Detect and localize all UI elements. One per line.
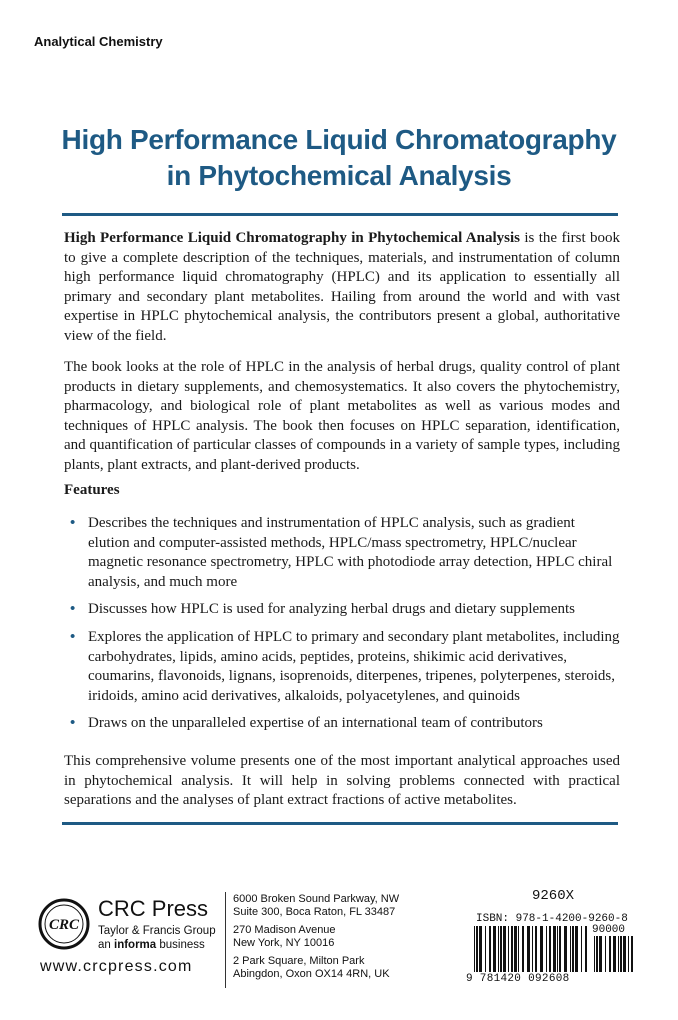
feature-text: Explores the application of HPLC to primary and secondary plant metabolites, including carbohydrates, lipids, amino acids, peptides, proteins, shikimic acid derivatives, coumarins, flavonoids, lignans, isoprenoids, diterpenes, tripenes, polyterpenes, steroids, iridoids, amino acid derivatives, alkaloids, polyacetylenes, and quinoids bbox=[88, 628, 620, 704]
book-title-line-1: High Performance Liquid Chromatography bbox=[61, 124, 617, 155]
bullet-icon: • bbox=[70, 601, 76, 618]
feature-item bbox=[64, 714, 620, 734]
feature-text: Discusses how HPLC is used for analyzing herbal drugs and dietary supplements bbox=[88, 601, 575, 618]
publisher-block bbox=[36, 892, 226, 988]
feature-text: Draws on the unparalleled expertise of an international team of contributors bbox=[88, 715, 543, 732]
barcode-bar bbox=[498, 926, 499, 972]
barcode-bar bbox=[493, 926, 496, 972]
price-code: 90000 bbox=[592, 924, 626, 936]
intro-bold-title: High Performance Liquid Chromatography in Phytochemical Analysis bbox=[64, 230, 520, 246]
informa-business: an informa business bbox=[98, 939, 205, 951]
footer-separator bbox=[225, 892, 226, 988]
barcode-bar bbox=[599, 936, 602, 972]
barcode-bar bbox=[559, 926, 561, 972]
ean-digits: 9 781420 092608 bbox=[466, 973, 570, 985]
barcode-bar bbox=[489, 926, 491, 972]
barcode-bar bbox=[613, 936, 616, 972]
intro-text: is the first book to give a complete description of the techniques, materials, and instrumentation of column high performance liquid chromatography (HPLC) and its application to essentially all primary and secondary plant metabolites. Hailing from around the world and with vast expertise in HPLC phytochemical analysis, the contributors present a global, authoritative view of the field. bbox=[64, 230, 620, 344]
price-barcode bbox=[594, 936, 636, 972]
publisher-name: CRC Press bbox=[98, 896, 209, 921]
barcode-bar bbox=[511, 926, 513, 972]
barcode-bar bbox=[503, 926, 506, 972]
publisher-website-link[interactable]: www.crcpress.com bbox=[40, 958, 193, 975]
intro-paragraph bbox=[64, 229, 620, 347]
barcode-bar bbox=[474, 926, 475, 972]
bullet-icon: • bbox=[70, 715, 76, 732]
crc-logo-icon bbox=[38, 898, 90, 950]
barcode-bar bbox=[628, 936, 629, 972]
barcode-bar bbox=[620, 936, 622, 972]
barcode-bar bbox=[596, 936, 598, 972]
barcode-bar bbox=[527, 926, 530, 972]
book-title-line-2: in Phytochemical Analysis bbox=[166, 160, 512, 191]
feature-item bbox=[64, 514, 620, 592]
barcode-bar bbox=[581, 926, 582, 972]
features-list bbox=[64, 514, 620, 742]
publisher-group-name: Taylor & Francis Group bbox=[98, 925, 216, 937]
barcode-bar bbox=[476, 926, 478, 972]
closing-paragraph: This comprehensive volume presents one of the most important analytical approaches used in phytochemical analysis. It will help in solving problems connected with practical separations and the analyses of plant extract fractions of active metabolites. bbox=[64, 753, 620, 809]
barcode-bar bbox=[623, 936, 626, 972]
description-paragraph: The book looks at the role of HPLC in the analysis of herbal drugs, quality control of plant products in dietary supplements, and chemosystematics. It also covers the phytochemistry, pharmacology, and biological role of plant metabolites as well as various modes and techniques of HPLC analysis. The book then focuses on HPLC separation, identification, and quantification of particular classes of compounds in a variety of sample types, including plants, plant extracts, and plant-derived products. bbox=[64, 359, 620, 473]
address-line: New York, NY 10016 bbox=[233, 937, 335, 950]
features-heading: Features bbox=[64, 482, 120, 498]
barcode-bar bbox=[479, 926, 482, 972]
bullet-icon: • bbox=[70, 515, 76, 531]
barcode-bar bbox=[618, 936, 619, 972]
barcode-bar bbox=[605, 936, 606, 972]
barcode-bar bbox=[572, 926, 574, 972]
address-line: 2 Park Square, Milton Park bbox=[233, 954, 365, 967]
feature-text: Describes the techniques and instrumentation of HPLC analysis, such as gradient elution and computer-assisted methods, HPLC/mass spectrometry, HPLC/nuclear magnetic resonance spectrometry, HPLC with photodiode array detection, HPLC chiral analysis, and much more bbox=[88, 515, 613, 590]
product-code: 9260X bbox=[532, 888, 575, 904]
bottom-divider bbox=[62, 822, 618, 825]
barcode-bar bbox=[540, 926, 543, 972]
barcode-bar bbox=[508, 926, 509, 972]
barcode-bar bbox=[609, 936, 611, 972]
barcode-bar bbox=[557, 926, 558, 972]
barcode-bar bbox=[535, 926, 537, 972]
barcode-bar bbox=[631, 936, 633, 972]
barcode-bar bbox=[514, 926, 517, 972]
top-divider bbox=[62, 213, 618, 216]
barcode-bar bbox=[549, 926, 551, 972]
bullet-icon: • bbox=[70, 628, 76, 645]
barcode-bar bbox=[553, 926, 556, 972]
crc-logo-text: CRC bbox=[48, 917, 80, 933]
barcode-bar bbox=[564, 926, 567, 972]
address-line: 6000 Broken Sound Parkway, NW bbox=[233, 893, 400, 905]
barcode-bar bbox=[575, 926, 578, 972]
isbn-barcode bbox=[474, 926, 590, 972]
isbn-text: ISBN: 978-1-4200-9260-8 bbox=[476, 913, 628, 925]
address-line: Suite 300, Boca Raton, FL 33487 bbox=[233, 906, 396, 919]
address-line: Abingdon, Oxon OX14 4RN, UK bbox=[233, 968, 390, 981]
barcode-bar bbox=[532, 926, 533, 972]
feature-item bbox=[64, 600, 620, 620]
barcode-bar bbox=[546, 926, 547, 972]
barcode-bar bbox=[570, 926, 571, 972]
barcode-bar bbox=[585, 926, 587, 972]
barcode-bar bbox=[518, 926, 519, 972]
book-title bbox=[40, 122, 638, 194]
publisher-group bbox=[98, 924, 216, 952]
barcode-bar bbox=[500, 926, 502, 972]
address-line: 270 Madison Avenue bbox=[233, 923, 336, 936]
barcode-bar bbox=[485, 926, 486, 972]
barcode-bar bbox=[522, 926, 524, 972]
barcode-bar bbox=[594, 936, 595, 972]
series-category: Analytical Chemistry bbox=[34, 34, 163, 49]
feature-item bbox=[64, 628, 620, 706]
publisher-addresses bbox=[233, 893, 399, 981]
